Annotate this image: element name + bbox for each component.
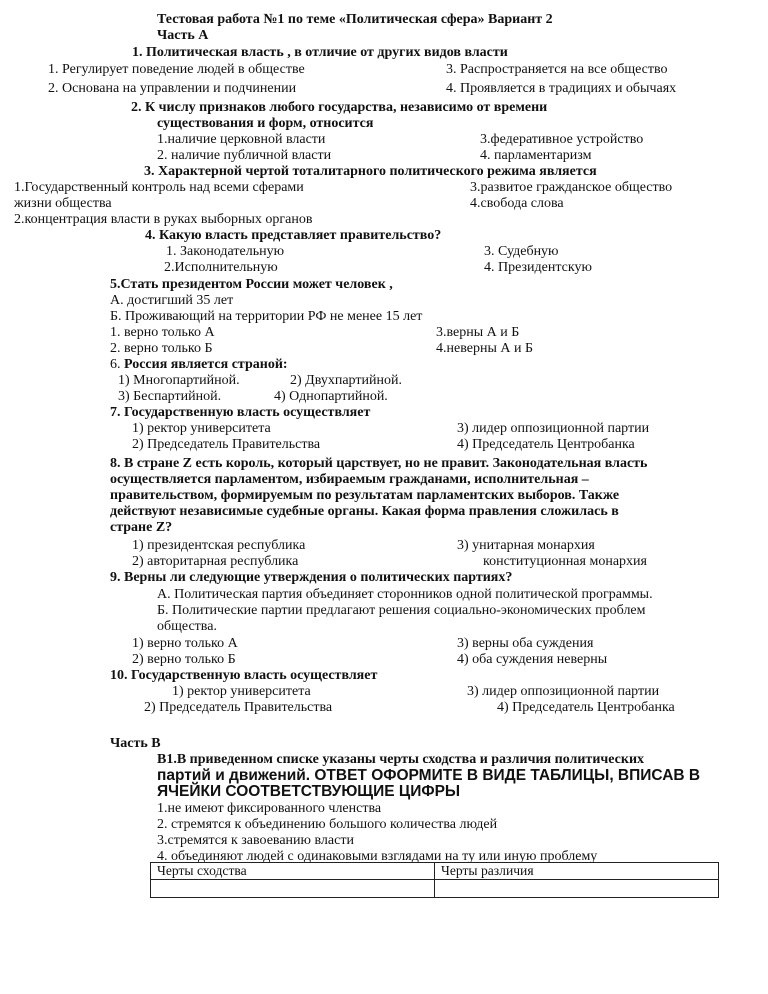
q3-option-2: 2.концентрация власти в руках выборных органов bbox=[14, 212, 313, 227]
b1-item-3: 3.стремятся к завоеванию власти bbox=[157, 833, 354, 848]
question-6-text: Россия является страной: bbox=[124, 357, 288, 372]
q2-option-3: 3.федеративное устройство bbox=[480, 132, 644, 147]
q8-option-2: 2) авторитарная республика bbox=[132, 554, 299, 569]
question-8-line-2: осуществляется парламентом, избираемым гражданами, исполнительная – bbox=[110, 472, 589, 487]
q5-statement-b: Б. Проживающий на территории РФ не менее 15 лет bbox=[110, 309, 423, 324]
q9-option-2: 2) верно только Б bbox=[132, 652, 236, 667]
q9-option-4: 4) оба суждения неверны bbox=[457, 652, 608, 667]
q9-statement-b-cont: общества. bbox=[157, 619, 217, 634]
question-8-line-1: 8. В стране Z есть король, который царствует, но не правит. Законодательная власть bbox=[110, 456, 648, 471]
question-7-text: 7. Государственную власть осуществляет bbox=[110, 405, 371, 420]
question-9: 9. Верны ли следующие утверждения о политических партиях? bbox=[110, 570, 513, 585]
answer-table-row bbox=[151, 880, 719, 898]
q2-option-4: 4. парламентаризм bbox=[480, 148, 592, 163]
q8-option-4: конституционная монархия bbox=[483, 554, 647, 569]
q5-option-4: 4.неверны А и Б bbox=[436, 341, 533, 356]
q3-option-1: 1.Государственный контроль над всеми сферами bbox=[14, 180, 304, 195]
question-5: 5.Стать президентом России может человек , bbox=[110, 277, 393, 292]
q4-option-4: 4. Президентскую bbox=[484, 260, 592, 275]
q10-option-4: 4) Председатель Центробанка bbox=[497, 700, 675, 715]
question-2: 2. К числу признаков любого государства, независимо от времени bbox=[131, 100, 548, 115]
question-4: 4. Какую власть представляет правительство? bbox=[145, 228, 442, 243]
question-8-line-4: действуют независимые судебные органы. Какая форма правления сложилась в bbox=[110, 504, 619, 519]
q5-statement-a: А. достигший 35 лет bbox=[110, 293, 234, 308]
b1-question-line-2: партий и движений. ОТВЕТ ОФОРМИТЕ В ВИДЕ ТАБЛИЦЫ, ВПИСАВ В bbox=[157, 767, 701, 784]
q6-option-4: 4) Однопартийной. bbox=[274, 389, 388, 404]
b1-question-line-3: ЯЧЕЙКИ СООТВЕТСТВУЮЩИЕ ЦИФРЫ bbox=[157, 783, 461, 800]
question-6-number: 6. bbox=[110, 357, 124, 372]
q8-option-1: 1) президентская республика bbox=[132, 538, 306, 553]
q5-option-1: 1. верно только А bbox=[110, 325, 215, 340]
b1-question-line-1: В1.В приведенном списке указаны черты сходства и различия политических bbox=[157, 752, 645, 767]
q7-option-3: 3) лидер оппозиционной партии bbox=[457, 421, 650, 436]
q6-option-2: 2) Двухпартийной. bbox=[290, 373, 402, 388]
q1-option-2: 2. Основана на управлении и подчинении bbox=[48, 81, 297, 96]
q6-option-3: 3) Беспартийной. bbox=[118, 389, 222, 404]
q4-option-1: 1. Законодательную bbox=[166, 244, 285, 259]
answer-cell-similarities[interactable] bbox=[151, 880, 435, 898]
q2-option-2: 2. наличие публичной власти bbox=[157, 148, 332, 163]
answer-table-header-row bbox=[151, 863, 719, 880]
q8-option-3: 3) унитарная монархия bbox=[457, 538, 595, 553]
answer-table-header-similarities: Черты сходства bbox=[151, 863, 435, 880]
b1-item-1: 1.не имеют фиксированного членства bbox=[157, 801, 382, 816]
question-8-line-3: правительством, формируемым по результатам парламентских выборов. Также bbox=[110, 488, 620, 503]
question-10: 10. Государственную власть осуществляет bbox=[110, 668, 378, 683]
q7-option-1: 1) ректор университета bbox=[132, 421, 271, 436]
q1-option-4: 4. Проявляется в традициях и обычаях bbox=[446, 81, 677, 96]
question-1: 1. Политическая власть , в отличие от других видов власти bbox=[132, 45, 508, 60]
question-2-cont: существования и форм, относится bbox=[157, 116, 374, 131]
q10-option-2: 2) Председатель Правительства bbox=[144, 700, 333, 715]
part-a-label: Часть А bbox=[157, 28, 209, 43]
page-title: Тестовая работа №1 по теме «Политическая сфера» Вариант 2 bbox=[157, 12, 553, 27]
answer-table bbox=[150, 862, 719, 898]
q9-option-3: 3) верны оба суждения bbox=[457, 636, 594, 651]
question-8-line-5: стране Z? bbox=[110, 520, 173, 535]
question-7 bbox=[110, 405, 370, 421]
answer-table-header-differences: Черты различия bbox=[435, 863, 719, 880]
q3-option-4: 4.свобода слова bbox=[470, 196, 564, 211]
q4-option-2: 2.Исполнительную bbox=[164, 260, 278, 275]
q9-option-1: 1) верно только А bbox=[132, 636, 238, 651]
q3-option-1-cont: жизни общества bbox=[14, 196, 112, 211]
q9-statement-b: Б. Политические партии предлагают решения социально-экономических проблем bbox=[157, 603, 646, 618]
q5-option-3: 3.верны А и Б bbox=[436, 325, 520, 340]
q10-option-1: 1) ректор университета bbox=[172, 684, 311, 699]
q1-option-3: 3. Распространяется на все общество bbox=[446, 62, 668, 77]
q2-option-1: 1.наличие церковной власти bbox=[157, 132, 326, 147]
q7-option-2: 2) Председатель Правительства bbox=[132, 437, 321, 452]
b1-item-2: 2. стремятся к объединению большого количества людей bbox=[157, 817, 498, 832]
q6-option-1: 1) Многопартийной. bbox=[118, 373, 240, 388]
q1-option-1: 1. Регулирует поведение людей в обществе bbox=[48, 62, 305, 77]
b1-item-4: 4. объединяют людей с одинаковыми взглядами на ту или иную проблему bbox=[157, 849, 598, 864]
q4-option-3: 3. Судебную bbox=[484, 244, 559, 259]
part-b-label: Часть В bbox=[110, 736, 161, 751]
q7-option-4: 4) Председатель Центробанка bbox=[457, 437, 635, 452]
q3-option-3: 3.развитое гражданское общество bbox=[470, 180, 673, 195]
q5-option-2: 2. верно только Б bbox=[110, 341, 213, 356]
q10-option-3: 3) лидер оппозиционной партии bbox=[467, 684, 660, 699]
question-6 bbox=[110, 357, 288, 373]
q9-statement-a: А. Политическая партия объединяет сторонников одной политической программы. bbox=[157, 587, 653, 602]
question-3: 3. Характерной чертой тоталитарного политического режима является bbox=[144, 164, 597, 179]
answer-cell-differences[interactable] bbox=[435, 880, 719, 898]
